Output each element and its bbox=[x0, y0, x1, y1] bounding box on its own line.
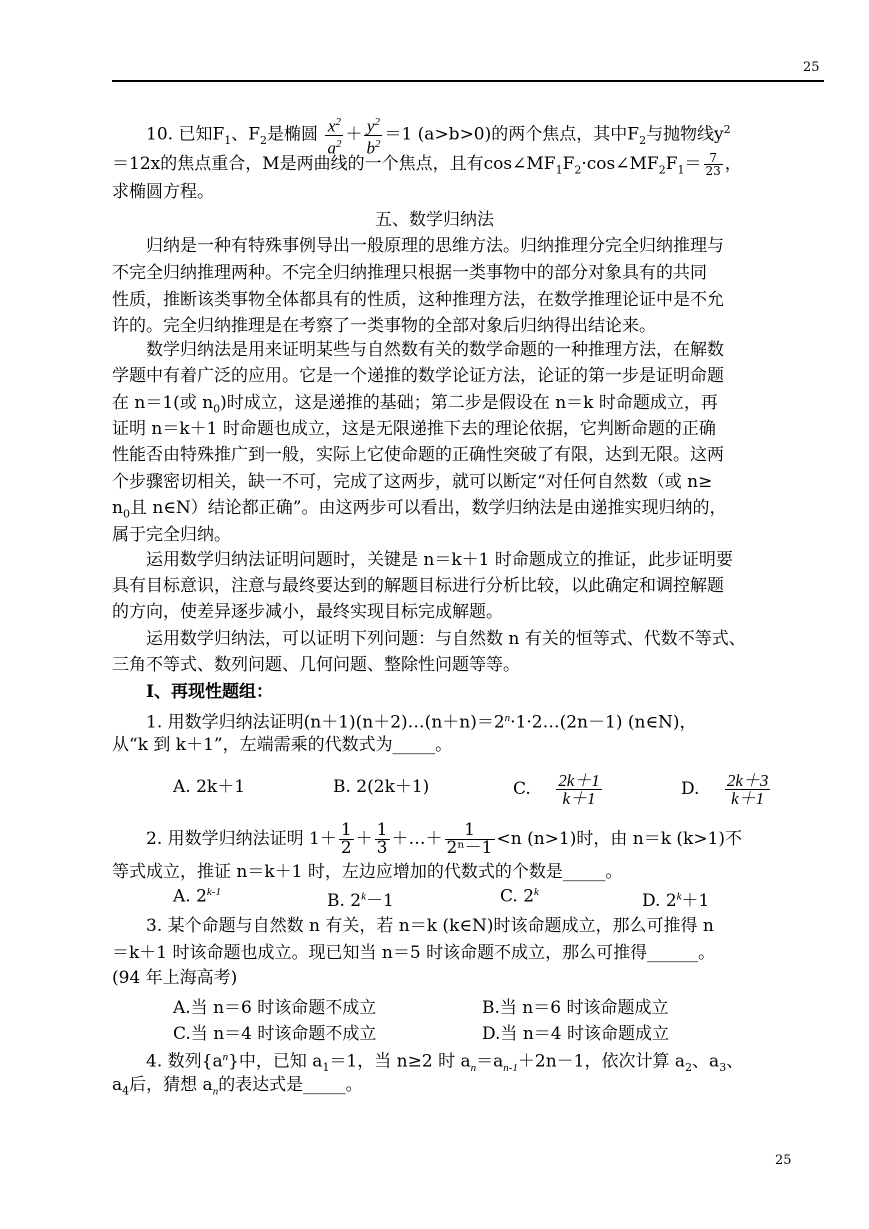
frac-num: 2k＋3 bbox=[726, 771, 769, 790]
para2-line bbox=[112, 496, 726, 526]
para1-line: 不完全归纳推理两种。不完全归纳推理只根据一类事物中的部分对象具有的共同 bbox=[112, 263, 707, 283]
q4-text: 4. 数列{a bbox=[146, 1051, 223, 1072]
header-page-number: 25 bbox=[803, 60, 820, 75]
q2-text: <n (n>1)时，由 n＝k (k>1)不 bbox=[496, 829, 743, 849]
q4-text: ＝1，当 n≥2 时 a bbox=[329, 1051, 471, 1072]
sub-4: 4 bbox=[122, 1084, 130, 1098]
sub-1: 1 bbox=[224, 134, 232, 148]
q10-line2: ＝12x的焦点重合，M是两曲线的一个焦点，且有$\cos\angle MF_1F_2\cdot\cos\angle MF_2F_1=$ $\frac{7}{23}$ ， bbox=[112, 151, 742, 178]
q3-line1: 3. 某个命题与自然数 n 有关，若 n＝k (k∈N)时该命题成立，那么可推得 n bbox=[146, 916, 714, 936]
sub-2: 2 bbox=[260, 134, 268, 148]
opt-text: ＋1 bbox=[681, 891, 710, 911]
q10-text: 10. 已知F bbox=[146, 124, 225, 145]
opt-sup: k bbox=[534, 886, 539, 898]
q4-text: 后，猜想 a bbox=[129, 1075, 213, 1095]
para3-line: 具有目标意识，注意与最终要达到的解题目标进行分析比较，以此确定和调控解题 bbox=[112, 576, 724, 596]
sub-3: 3 bbox=[719, 1061, 727, 1075]
q2-option-a bbox=[173, 886, 221, 907]
q4-text: }中，已知 a bbox=[228, 1051, 323, 1072]
para2-line: 属于完全归纳。 bbox=[112, 525, 231, 545]
q10-text: ＝1 (a>b>0)的两个焦点，其中F bbox=[384, 124, 640, 145]
para1-line: 许的。完全归纳推理是在考察了一类事物的全部对象后归纳得出结论来。 bbox=[112, 316, 656, 336]
q10-text: 、F bbox=[231, 124, 261, 145]
opt-sup: k bbox=[676, 890, 682, 903]
frac-num: 2k＋1 bbox=[558, 771, 600, 790]
frac-num: 1 bbox=[376, 820, 388, 840]
q3-option-c: C.当 n＝4 时该命题不成立 bbox=[173, 1024, 377, 1044]
footer-page-number: 25 bbox=[775, 1153, 792, 1168]
q2-text: 2. 用数学归纳法证明 1＋ bbox=[146, 829, 337, 849]
para3-line: 运用数学归纳法证明问题时，关键是 n＝k＋1 时命题成立的推证，此步证明要 bbox=[146, 550, 733, 570]
frac-den: k＋1 bbox=[562, 789, 596, 808]
opt-text: D. 2 bbox=[642, 891, 677, 911]
q2-line1 bbox=[146, 822, 742, 857]
para2-text: n bbox=[112, 498, 123, 518]
sub-0: 0 bbox=[122, 507, 130, 521]
para2-line: 个步骤密切相关，缺一不可，完成了这两步，就可以断定“对任何自然数（或 n≥ bbox=[112, 472, 713, 492]
q10-text: ＝12x的焦点重合，M是两曲线的一个焦点，且有cos∠MF bbox=[112, 154, 556, 174]
frac-num: 7 bbox=[704, 152, 723, 165]
q4-text: ＋2n－1，依次计算 a bbox=[517, 1051, 686, 1072]
q1-option-c bbox=[513, 772, 604, 807]
para2-line: 证明 n＝k＋1 时命题也成立，这是无限递推下去的理论依据，它判断命题的正确 bbox=[112, 419, 716, 439]
para2-line: 学题中有着广泛的应用。它是一个递推的数学论证方法，论证的第一步是证明命题 bbox=[112, 366, 724, 386]
group-heading: Ⅰ、再现性题组： bbox=[146, 682, 273, 702]
sup-n: n bbox=[504, 712, 511, 724]
q4-text: 、 bbox=[726, 1051, 744, 1072]
q2-text: ＋ bbox=[355, 829, 373, 849]
sub-n-1: n-1 bbox=[503, 1062, 518, 1075]
opt-text: A. 2 bbox=[173, 886, 207, 907]
opt-sup: k bbox=[361, 890, 367, 903]
opt-text: －1 bbox=[366, 891, 394, 911]
q1-option-d bbox=[681, 772, 772, 807]
q1-line2: 从“k 到 k＋1”，左端需乘的代数式为_____。 bbox=[112, 735, 453, 755]
para2-line: 数学归纳法是用来证明某些与自然数有关的数学命题的一种推理方法，在解数 bbox=[146, 340, 724, 360]
sub-1: 1 bbox=[677, 163, 685, 177]
q1-option-a: A. 2k＋1 bbox=[173, 777, 246, 797]
frac-num: 1 bbox=[340, 820, 352, 840]
sub-2: 2 bbox=[574, 163, 582, 177]
q3-line3: (94 年上海高考) bbox=[112, 968, 238, 988]
q10-text: ， bbox=[724, 154, 742, 174]
q3-option-b: B.当 n＝6 时该命题成立 bbox=[482, 998, 669, 1018]
para1-line: 归纳是一种有特殊事例导出一般原理的思维方法。归纳推理分完全归纳推理与 bbox=[146, 236, 724, 256]
q10-text: 与抛物线y bbox=[646, 124, 724, 145]
frac-den: 23 bbox=[705, 164, 721, 178]
para2-text: )时成立，这是递推的基础；第二步是假设在 n＝k 时命题成立，再 bbox=[220, 393, 718, 413]
q10-line3: 求椭圆方程。 bbox=[112, 182, 214, 202]
frac-den: 2 bbox=[340, 838, 352, 858]
q3-option-d: D.当 n＝4 时该命题成立 bbox=[482, 1024, 669, 1044]
q1-text: ·1·2…(2n－1) (n∈N)， bbox=[510, 712, 697, 733]
b-var: b bbox=[366, 138, 375, 158]
y-var: y bbox=[366, 116, 375, 136]
sub-0: 0 bbox=[213, 402, 221, 416]
sub-2: 2 bbox=[658, 163, 666, 177]
q10-line1: 10. 已知$F_1$、$F_2$是椭圆 $\frac{x^2}{a^2}$ ＋ $\frac{y^2}{b^2}$ ＝1 (a>b>0)的两个焦点，其中$F_2$与抛物线$y^2$ bbox=[146, 116, 731, 158]
sup-n: n bbox=[222, 1051, 229, 1063]
one-half-fraction bbox=[339, 822, 354, 857]
opt-c-fraction bbox=[556, 772, 602, 807]
sup-2: 2 bbox=[335, 137, 342, 150]
sub-n: n bbox=[470, 1062, 477, 1075]
para3-line: 的方向，使差异逐步减小，最终实现目标完成解题。 bbox=[112, 602, 503, 622]
q10-text: ＝ bbox=[684, 154, 702, 174]
frac-den: 3 bbox=[376, 838, 388, 858]
frac-den: 2ⁿ－1 bbox=[446, 838, 493, 858]
x-var: x bbox=[327, 116, 336, 136]
last-term-fraction bbox=[445, 822, 495, 857]
frac-den: k＋1 bbox=[731, 789, 765, 808]
q4-text: 的表达式是_____。 bbox=[218, 1075, 363, 1095]
q3-option-a: A.当 n＝6 时该命题不成立 bbox=[173, 998, 377, 1018]
section-title: 五、数学归纳法 bbox=[375, 210, 494, 230]
para2-text: 且 n∈N）结论都正确”。由这两步可以看出，数学归纳法是由递推实现归纳的， bbox=[129, 498, 727, 518]
sup-2: 2 bbox=[374, 137, 381, 150]
q3-line2: ＝k＋1 时该命题也成立。现已知当 n＝5 时该命题不成立，那么可推得______。 bbox=[112, 943, 716, 963]
q4-text: a bbox=[112, 1075, 123, 1095]
para4-line: 运用数学归纳法，可以证明下列问题：与自然数 n 有关的恒等式、代数不等式、 bbox=[146, 629, 746, 649]
sub-1: 1 bbox=[555, 163, 563, 177]
opt-text: C. 2 bbox=[500, 886, 535, 907]
sup-2: 2 bbox=[374, 116, 380, 128]
frac-num: 1 bbox=[445, 822, 495, 840]
q1-text: 1. 用数学归纳法证明(n＋1)(n＋2)…(n＋n)＝2 bbox=[146, 712, 505, 733]
header-rule bbox=[112, 80, 824, 82]
q10-text: ·cos∠MF bbox=[581, 154, 659, 174]
sub-1: 1 bbox=[322, 1061, 330, 1075]
q4-text: ＝a bbox=[476, 1051, 504, 1072]
sub-2: 2 bbox=[685, 1061, 693, 1075]
q2-option-d bbox=[642, 886, 709, 911]
q2-option-b bbox=[327, 886, 394, 911]
a-var: a bbox=[327, 138, 336, 158]
seven-over-23-fraction bbox=[704, 152, 723, 177]
q4-line2 bbox=[112, 1073, 363, 1103]
opt-sup: k-1 bbox=[206, 886, 221, 898]
x-over-a-fraction bbox=[325, 114, 343, 156]
sup-2: 2 bbox=[723, 123, 731, 136]
sup-2: 2 bbox=[335, 116, 341, 128]
q2-text: ＋…＋ bbox=[391, 829, 443, 849]
y-over-b-fraction bbox=[364, 114, 382, 156]
para1-line: 性质，推断该类事物全体都具有的性质，这种推理方法，在数学推理论证中是不允 bbox=[112, 290, 724, 310]
opt-d-fraction bbox=[725, 772, 771, 807]
sub-2: 2 bbox=[639, 134, 647, 148]
opt-text: B. 2 bbox=[327, 891, 362, 911]
q4-text: 、a bbox=[692, 1051, 720, 1072]
q10-text: 是椭圆 bbox=[267, 124, 319, 145]
opt-label: D. bbox=[681, 779, 700, 799]
q1-line1 bbox=[146, 706, 697, 735]
q1-option-b: B. 2(2k＋1) bbox=[333, 777, 430, 797]
q2-option-c bbox=[500, 886, 539, 907]
para4-line: 三角不等式、数列问题、几何问题、整除性问题等等。 bbox=[112, 655, 520, 675]
q2-line2: 等式成立，推证 n＝k＋1 时，左边应增加的代数式的个数是_____。 bbox=[112, 862, 623, 882]
one-third-fraction bbox=[375, 822, 390, 857]
opt-label: C. bbox=[513, 779, 531, 799]
sub-n: n bbox=[212, 1085, 219, 1098]
para2-text: 在 n＝1(或 n bbox=[112, 393, 214, 413]
para2-line: 性能否由特殊推广到一般，实际上它使命题的正确性突破了有限，达到无限。这两 bbox=[112, 445, 724, 465]
